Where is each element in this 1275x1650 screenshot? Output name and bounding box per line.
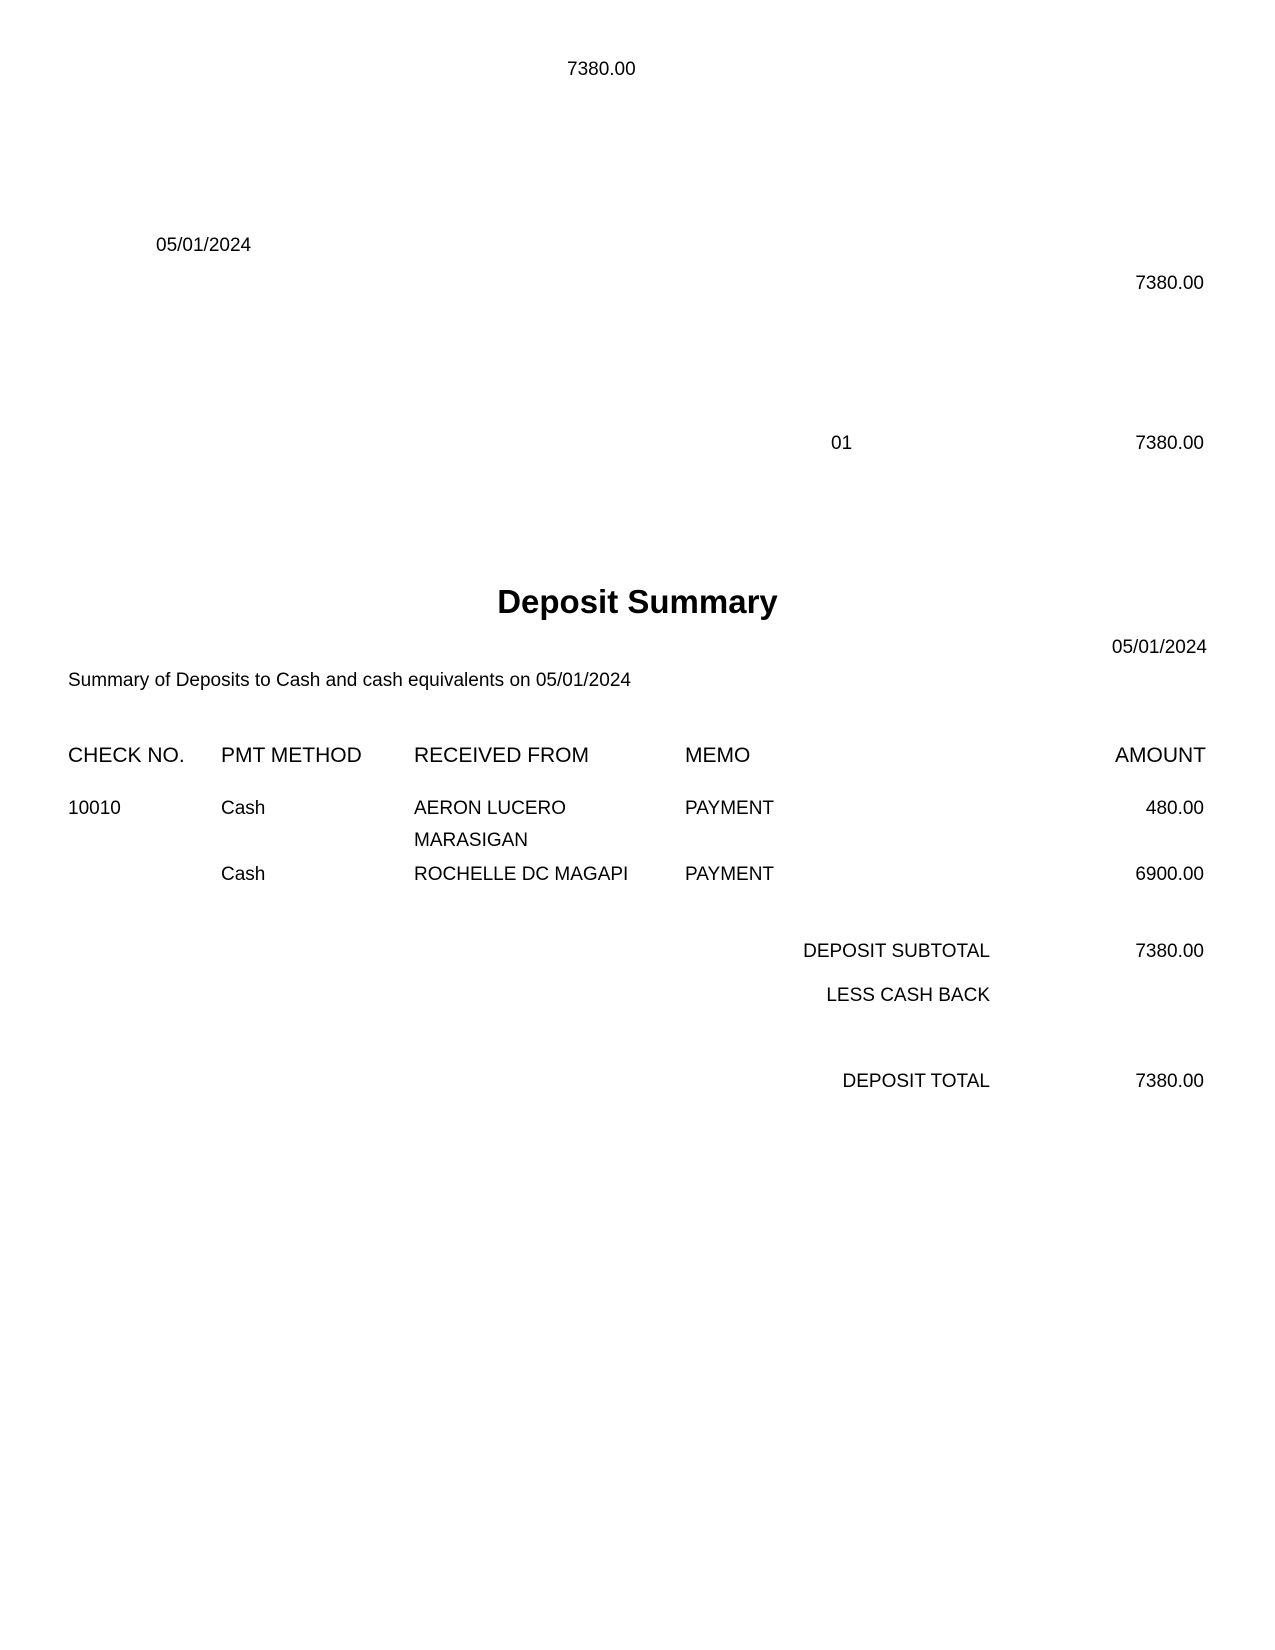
slip-date: 05/01/2024 bbox=[156, 235, 252, 256]
row-amount: 480.00 bbox=[1145, 798, 1204, 819]
column-header-memo: MEMO bbox=[685, 744, 751, 767]
summary-description: Summary of Deposits to Cash and cash equivalents on 05/01/2024 bbox=[68, 670, 631, 691]
row-pmt-method: Cash bbox=[221, 864, 266, 885]
column-header-amount: AMOUNT bbox=[1115, 744, 1206, 767]
page-title: Deposit Summary bbox=[497, 583, 778, 620]
slip-top-amount: 7380.00 bbox=[567, 59, 636, 80]
summary-date: 05/01/2024 bbox=[1111, 637, 1207, 658]
row-memo: PAYMENT bbox=[685, 864, 775, 885]
column-header-check-no: CHECK NO. bbox=[68, 744, 185, 767]
row-amount: 6900.00 bbox=[1135, 864, 1204, 885]
row-received-from-line2: MARASIGAN bbox=[414, 830, 529, 851]
slip-item-count: 01 bbox=[831, 433, 853, 454]
slip-total-amount: 7380.00 bbox=[1135, 433, 1204, 454]
slip-cash-amount: 7380.00 bbox=[1135, 273, 1204, 294]
deposit-subtotal-label: DEPOSIT SUBTOTAL bbox=[803, 941, 990, 962]
row-memo: PAYMENT bbox=[685, 798, 775, 819]
deposit-total-value: 7380.00 bbox=[1135, 1071, 1204, 1092]
column-header-pmt-method: PMT METHOD bbox=[221, 744, 362, 767]
row-check-no: 10010 bbox=[68, 798, 121, 819]
less-cash-back-label: LESS CASH BACK bbox=[826, 985, 990, 1006]
row-received-from: AERON LUCERO bbox=[414, 798, 567, 819]
deposit-total-label: DEPOSIT TOTAL bbox=[842, 1071, 990, 1092]
column-header-received-from: RECEIVED FROM bbox=[414, 744, 590, 767]
deposit-subtotal-value: 7380.00 bbox=[1135, 941, 1204, 962]
row-pmt-method: Cash bbox=[221, 798, 266, 819]
row-received-from: ROCHELLE DC MAGAPI bbox=[414, 864, 629, 885]
